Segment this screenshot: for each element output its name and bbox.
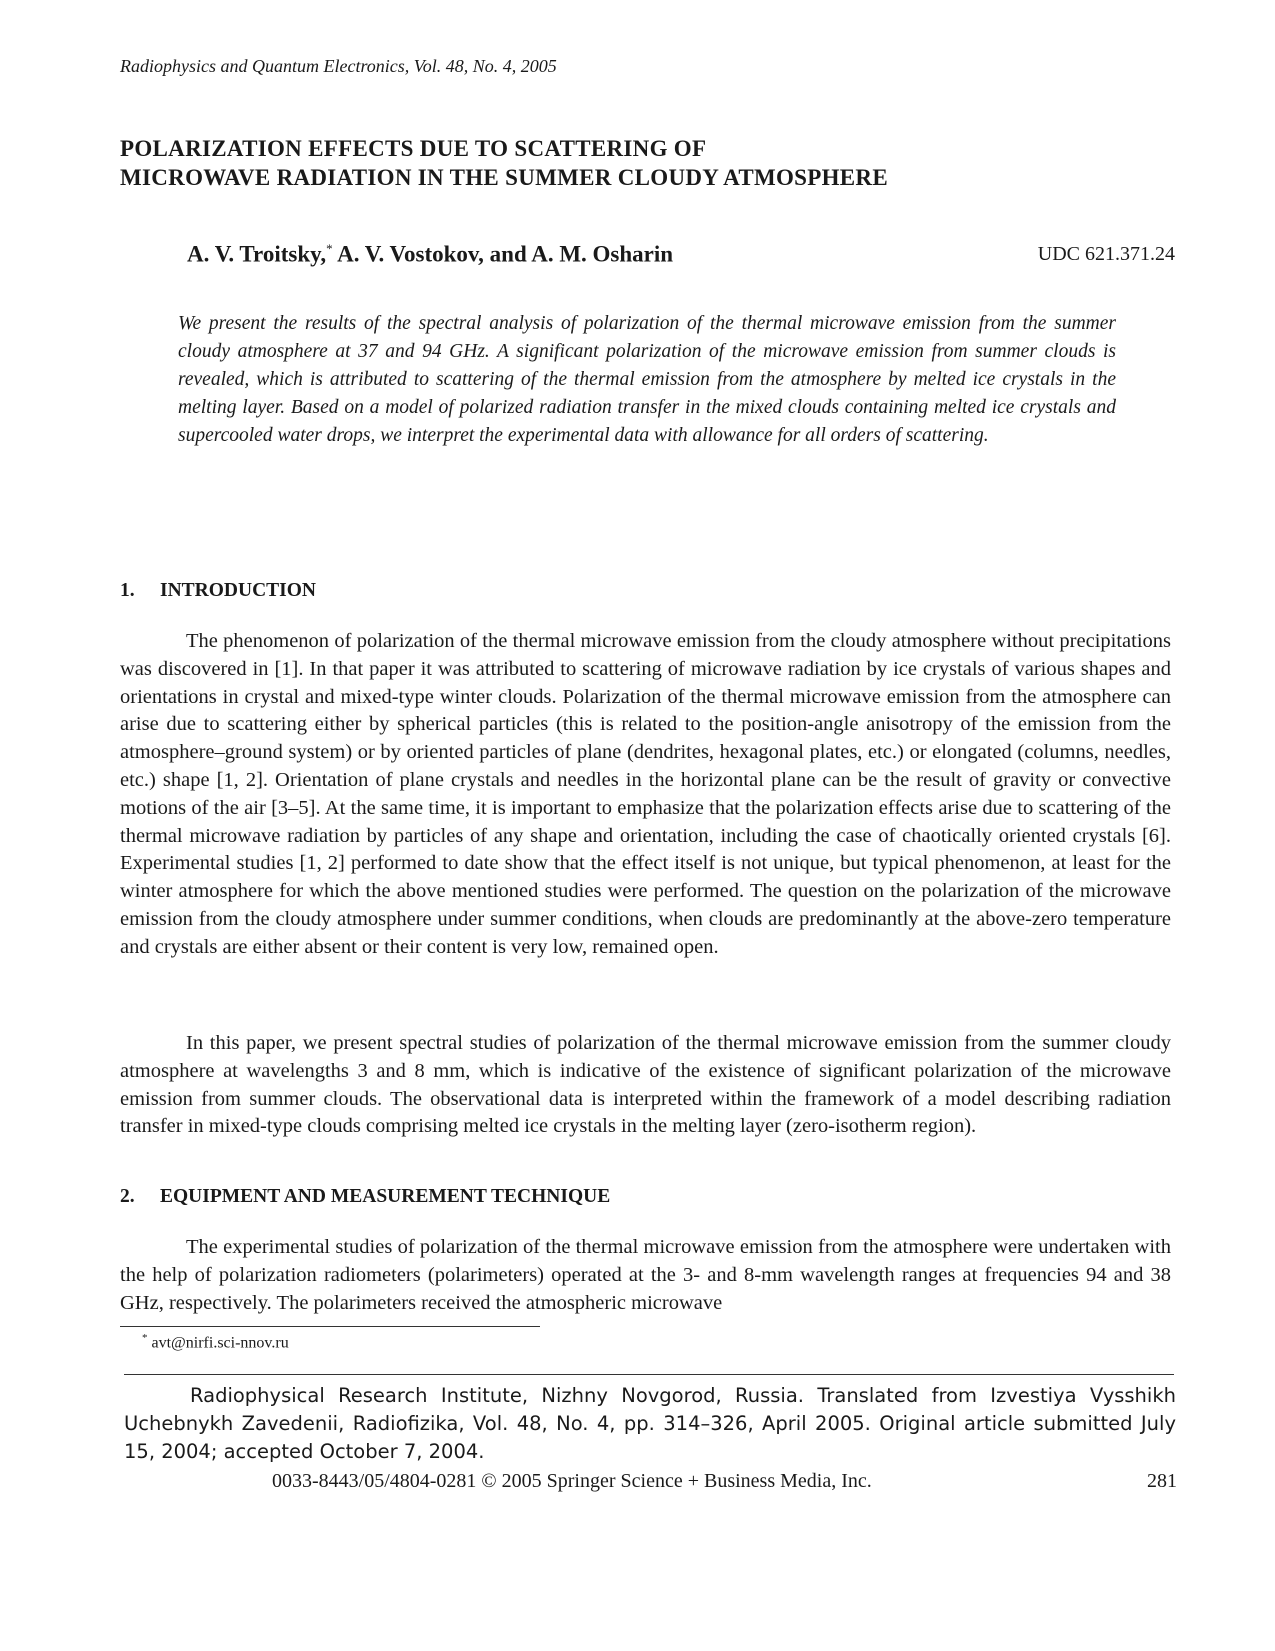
section-title: EQUIPMENT AND MEASUREMENT TECHNIQUE — [160, 1186, 611, 1207]
footnote-marker: * — [142, 1332, 148, 1344]
paragraph: The experimental studies of polarization of the thermal microwave emission from the atmosphere were undertaken with the help of polarization radiometers (polarimeters) operated at the 3- and 8-mm wavelength ranges at frequencies 94 and 38 GHz, respectively. The polarimeters received the atmospheric microwave — [120, 1236, 1171, 1314]
affiliation-note: Radiophysical Research Institute, Nizhny Novgorod, Russia. Translated from Izvestiya Vysshikh Uchebnykh Zavedenii, Radiofizika, Vol. 48, No. 4, pp. 314–326, April 2005. Original article submitted July 15, 2004; accepted October 7, 2004. — [124, 1384, 1176, 1463]
paragraph: In this paper, we present spectral studies of polarization of the thermal microwave emission from the summer cloudy atmosphere at wavelengths 3 and 8 mm, which is indicative of the existence of significant polarization of the microwave emission from summer clouds. The observational data is interpreted within the framework of a model describing radiation transfer in mixed-type clouds comprising melted ice crystals in the melting layer (zero-isotherm region). — [120, 1032, 1171, 1138]
abstract: We present the results of the spectral analysis of polarization of the thermal microwave emission from the summer cloudy atmosphere at 37 and 94 GHz. A significant polarization of the microwave emission from summer clouds is revealed, which is attributed to scattering of the thermal emission from the atmosphere by melted ice crystals in the melting layer. Based on a model of polarized radiation transfer in the mixed clouds containing melted ice crystals and supercooled water drops, we interpret the experimental data with allowance for all orders of scattering. — [178, 313, 1116, 446]
title-line: MICROWAVE RADIATION IN THE SUMMER CLOUDY ATMOSPHERE — [120, 165, 888, 190]
paragraph: The phenomenon of polarization of the thermal microwave emission from the cloudy atmosphere without precipitations was discovered in [1]. In that paper it was attributed to scattering of microwave radiation by ice crystals of various shapes and orientations in crystal and mixed-type winter clouds. Polarization of the thermal microwave emission from the atmosphere can arise due to scattering either by spherical particles (this is related to the position-angle anisotropy of the emission from the atmosphere–ground system) or by oriented particles of plane (dendrites, hexagonal plates, etc.) or elongated (columns, needles, etc.) shape [1, 2]. Orientation of plane crystals and needles in the horizontal plane can be the result of gravity or convective motions of the air [3–5]. At the same time, it is important to emphasize that the polarization effects arise due to scattering of the thermal microwave radiation by particles of any shape and orientation, including the case of chaotically oriented crystals [6]. Experimental studies [1, 2] performed to date show that the effect itself is not unique, but typical phenomenon, at least for the winter atmosphere for which the above mentioned studies were performed. The question on the polarization of the microwave emission from the cloudy atmosphere under summer conditions, when clouds are predominantly at the above-zero temperature and crystals are either absent or their content is very low, remained open. — [120, 630, 1171, 958]
footnote-email: avt@nirfi.sci-nnov.ru — [147, 1334, 289, 1352]
footnote-divider — [120, 1326, 540, 1327]
footnote — [142, 1332, 289, 1352]
section-number: 2. — [120, 1186, 135, 1207]
author-name: A. V. Troitsky, — [187, 241, 327, 267]
section-heading-introduction — [120, 580, 316, 602]
author-names: A. V. Vostokov, and A. M. Osharin — [332, 241, 674, 267]
article-title — [120, 134, 1160, 192]
journal-header: Radiophysics and Quantum Electronics, Vol. 48, No. 4, 2005 — [120, 56, 557, 76]
section-number: 1. — [120, 580, 135, 601]
copyright-line: 0033-8443/05/4804-0281 © 2005 Springer Science + Business Media, Inc. — [272, 1470, 872, 1492]
section-title: INTRODUCTION — [160, 580, 317, 601]
udc-code: UDC 621.371.24 — [1037, 243, 1175, 265]
affiliation-divider — [124, 1374, 1174, 1375]
author-list — [187, 241, 673, 268]
footnote-marker: * — [326, 241, 333, 256]
title-line: POLARIZATION EFFECTS DUE TO SCATTERING OF — [120, 136, 707, 161]
section-heading-equipment — [120, 1186, 610, 1208]
page-number: 281 — [1147, 1470, 1177, 1492]
